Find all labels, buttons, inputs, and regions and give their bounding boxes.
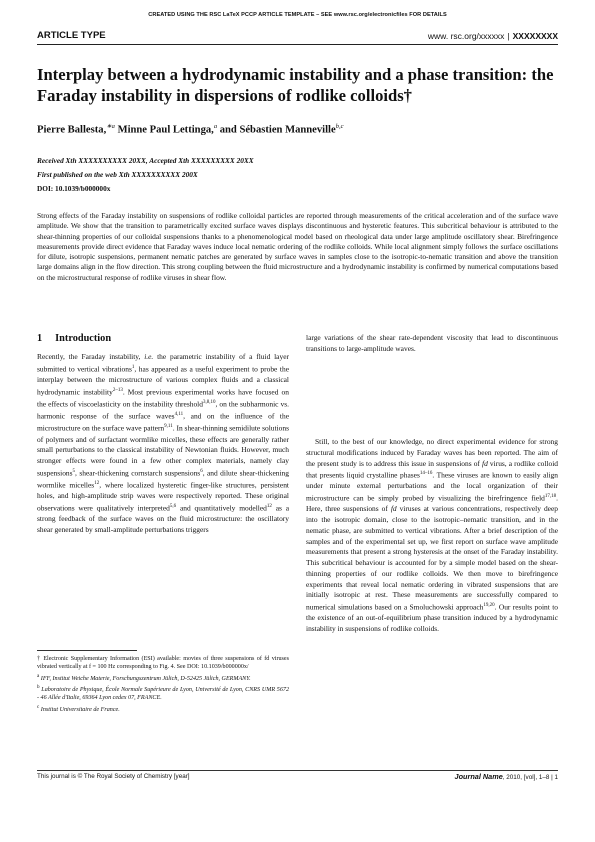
citation-ref[interactable]: 14–16 [419, 471, 433, 477]
footnote-esi: † Electronic Supplementary Information (ESI) available: movies of three suspensions of fd viruses vibrated vertically at f = 100 Hz corresponding to Fig. 4. See DOI: 10.1039/b000000x/ [37, 656, 289, 671]
header-rule [37, 44, 558, 45]
section-heading-introduction [37, 333, 111, 344]
footer-journal-info [455, 772, 558, 781]
right-column-top [306, 333, 558, 355]
footnote-rule [37, 650, 137, 651]
author-name: Pierre Ballesta, [37, 124, 107, 136]
paragraph: Still, to the best of our knowledge, no direct experimental evidence for strong structural modifications induced by Faraday waves has been reported. The aim of the present study is to address this issue in suspensions of fd virus, a rodlike colloid that presents liquid crystalline phases$^{14-16}$. These viruses are known to easily align under minute external perturbations and the local organization of their microstructure can be simply probed by visualizing the birefringence field$^{17,18}$. Here, three suspensions of fd viruses at various concentrations, respectively deep into the isotropic domain, close to the isotropic–nematic transition, and in the nematic phase, are submitted to vertical vibrations. After a brief description of the samples and of the experimental set up, we first report on surface wave amplitude measurements that present a strong hysteresis at the onset of the Faraday instability. This subcritical behaviour is accounted for by a simple model based on the shear-thinning properties of our rodlike colloids. We then move to birefringence experiments that reveal local nematic ordering in vibrated suspensions that are initially isotropic at rest. These measurements are successfully compared to numerical simulations based on a Smoluchowski approach$^{19,20}$. Our results point to the existence of an out-of-equilibrium phase transition induced by a hydrodynamic instability in suspensions of rodlike colloids. [306, 437, 559, 634]
header-separator: | [507, 31, 510, 41]
page-info: , 2010, [vol], 1–8 | 1 [502, 774, 558, 781]
header-code: XXXXXXXX [512, 31, 558, 41]
footnote-affiliation: $^a$ IFF, Institut Weiche Materie, Forschungszentrum Jülich, D-52425 Jülich, GERMANY. [37, 672, 251, 682]
footnotes [37, 655, 289, 714]
footnote-affiliation: $^c$ Institut Universitaire de France. [37, 703, 120, 713]
author-affiliation-mark: b,c [335, 123, 344, 130]
citation-ref[interactable]: 2–13 [112, 387, 123, 393]
section-title: Introduction [55, 333, 112, 344]
citation-ref[interactable]: 9,11 [164, 424, 173, 430]
article-type-label: ARTICLE TYPE [37, 30, 106, 41]
received-date: Received Xth XXXXXXXXXX 20XX, Accepted Xth XXXXXXXXX 20XX [37, 156, 254, 165]
citation-ref[interactable]: 19,20 [483, 603, 495, 609]
right-column [306, 437, 558, 635]
author-list [37, 122, 559, 136]
citation-ref[interactable]: 17,18 [544, 494, 557, 500]
journal-name: Journal Name [454, 772, 503, 781]
published-date: First published on the web Xth XXXXXXXXXX 200X [37, 170, 198, 179]
citation-ref[interactable]: 1 [131, 364, 135, 370]
citation-ref[interactable]: 5 [72, 468, 76, 474]
paper-title: Interplay between a hydrodynamic instability and a phase transition: the Faraday instability in dispersions of rodlike colloids† [37, 65, 554, 105]
citation-ref[interactable]: 4,11 [174, 412, 184, 418]
section-number: 1 [37, 333, 43, 344]
footer-copyright: This journal is © The Royal Society of Chemistry [year] [37, 773, 190, 780]
header-right [428, 31, 558, 41]
author-name: and Sébastien Manneville [217, 124, 336, 136]
author-affiliation-mark: ∗a [106, 123, 115, 130]
citation-ref[interactable]: 5,6 [169, 504, 177, 510]
header-url-link[interactable]: www. rsc.org/xxxxxx [427, 31, 505, 41]
template-watermark: CREATED USING THE RSC LaTeX PCCP ARTICLE TEMPLATE – SEE www.rsc.org/electronicfiles FOR DETAILS [148, 12, 447, 18]
doi-line: DOI: 10.1039/b000000x [37, 184, 111, 193]
author-name: Minne Paul Lettinga, [114, 124, 214, 136]
paragraph: Recently, the Faraday instability, i.e. the parametric instability of a fluid layer submitted to vertical vibrations$^1$, has appeared as a useful experiment to probe the interplay between the microstructure of various complex fluids and a classical hydrodynamic instability$^{2-13}$. Most previous experimental works have focused on the effects of viscoelasticity on the instability threshold$^{3,8,10}$, on the subharmonic vs. harmonic response of the surface waves$^{4,11}$, and on the influence of the microstructure on the surface wave pattern$^{9,11}$. In shear-thinning semidilute solutions of polymers and of surfactant wormlike micelles, these effects are generally rather small perturbations to the classical instability of Newtonian fluids. However, much stronger effects were found in a few other complex materials, namely clay suspensions$^5$, shear-thickening cornstarch suspensions$^6$, and dilute shear-thickening wormlike micelles$^{12}$, where localized hysteretic finger-like structures, persistent holes, and high-amplitude strip waves were respectively reported. These original observations were qualitatively interpreted$^{5,6}$ and quantitatively modelled$^{12}$ as a strong feedback of the surface waves on the fluid microstructure: the oscillatory shear generated by small-amplitude perturbations triggers [37, 352, 290, 535]
left-column [37, 352, 289, 536]
footer-rule [37, 770, 558, 771]
citation-ref[interactable]: 12 [94, 481, 100, 487]
abstract: Strong effects of the Faraday instability on suspensions of rodlike colloidal particles are reported through measurements of the critical acceleration and of the surface wave amplitude. We show that the transition to parametrically excited surface waves displays discontinuous and hysteretic features. This subcritical behaviour is attributed to the shear-thinning properties of our colloidal suspensions thanks to a phenomenological model based on rheological data under large amplitude oscillatory shear. Birefringence measurements provide direct evidence that Faraday waves induce local nematic ordering of the rodlike colloids. While local alignment simply follows the surface oscillations for dilute, isotropic suspensions, permanent nematic patches are generated by surface waves in samples close to the isotropic-to-nematic transition and above the transition large domains align in the flow direction. This strong coupling between the fluid microstructure and a hydrodynamic instability is confirmed by numerical computations based on the microstructural response of rodlike viruses in shear flow. [37, 211, 558, 282]
paragraph: large variations of the shear rate-dependent viscosity that lead to discontinuous transitions to large-amplitude waves. [306, 333, 558, 353]
author-affiliation-mark: a [213, 123, 218, 130]
citation-ref[interactable]: 12 [266, 504, 272, 510]
citation-ref[interactable]: 3,8,10 [202, 399, 216, 405]
footnote-affiliation: $^b$ Laboratoire de Physique, École Normale Supérieure de Lyon, Université de Lyon, CNRS UMR 5672 - 46 Allée d'Italie, 69364 Lyon cedex 07, FRANCE. [37, 683, 289, 702]
citation-ref[interactable]: 6 [200, 468, 203, 474]
